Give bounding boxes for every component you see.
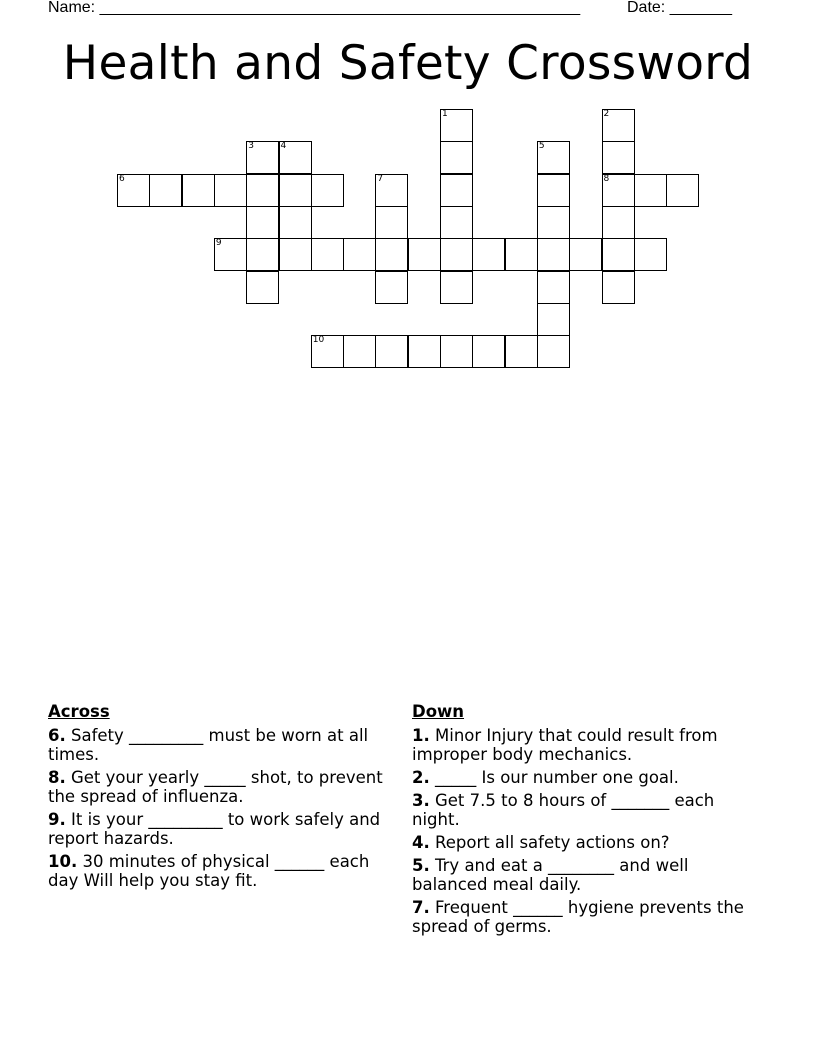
grid-cell[interactable] [375, 271, 408, 304]
crossword-grid [0, 0, 816, 400]
grid-cell[interactable] [602, 109, 635, 142]
clue-item [412, 833, 762, 852]
grid-cell[interactable] [505, 335, 538, 368]
date-field[interactable]: Date: _______ [627, 0, 732, 16]
grid-cell[interactable] [375, 335, 408, 368]
grid-cell[interactable] [343, 238, 376, 271]
grid-cell[interactable] [117, 174, 150, 207]
clue-text: Get 7.5 to 8 hours of _______ each night. [412, 791, 715, 829]
grid-cell[interactable] [602, 141, 635, 174]
grid-cell[interactable] [440, 335, 473, 368]
grid-cell[interactable] [311, 174, 344, 207]
grid-cell[interactable] [569, 238, 602, 271]
name-field[interactable]: Name: ______________________________________________________ [48, 0, 581, 16]
grid-cell[interactable] [537, 271, 570, 304]
clue-number: 6. [48, 726, 66, 745]
grid-cell[interactable] [246, 141, 279, 174]
grid-cell[interactable] [505, 238, 538, 271]
clue-item [412, 898, 762, 936]
grid-cell[interactable] [537, 141, 570, 174]
clue-number: 5. [412, 856, 430, 875]
grid-cell[interactable] [182, 174, 215, 207]
grid-cell[interactable] [279, 206, 312, 239]
clue-item [412, 791, 762, 829]
clue-item [48, 810, 398, 848]
grid-cell[interactable] [440, 109, 473, 142]
grid-cell[interactable] [246, 271, 279, 304]
clue-text: _____ Is our number one goal. [429, 768, 679, 787]
down-heading: Down [412, 702, 465, 721]
clue-number-label: 2 [603, 109, 610, 119]
clue-item [412, 768, 762, 787]
grid-cell[interactable] [311, 335, 344, 368]
clue-text: 30 minutes of physical ______ each day Will help you stay fit. [48, 852, 370, 890]
clue-item [48, 852, 398, 890]
grid-cell[interactable] [440, 206, 473, 239]
clue-number: 8. [48, 768, 66, 787]
grid-cell[interactable] [602, 206, 635, 239]
grid-cell[interactable] [634, 238, 667, 271]
grid-cell[interactable] [311, 238, 344, 271]
grid-cell[interactable] [440, 174, 473, 207]
grid-cell[interactable] [537, 238, 570, 271]
clue-text: Report all safety actions on? [429, 833, 670, 852]
page-title: Health and Safety Crossword [62, 36, 754, 91]
clue-text: Frequent ______ hygiene prevents the spread of germs. [412, 898, 744, 936]
clue-number-label: 7 [377, 173, 384, 184]
clue-text: Get your yearly _____ shot, to prevent the spread of influenza. [48, 768, 383, 806]
clue-number: 3. [412, 791, 430, 810]
clue-item [48, 768, 398, 806]
clue-number-label: 3 [248, 141, 254, 152]
grid-cell[interactable] [408, 238, 441, 271]
grid-cell[interactable] [602, 238, 635, 271]
grid-cell[interactable] [279, 174, 312, 207]
grid-cell[interactable] [537, 174, 570, 207]
grid-cell[interactable] [472, 335, 505, 368]
grid-cell[interactable] [214, 174, 247, 207]
grid-cell[interactable] [246, 174, 279, 207]
clue-text: Try and eat a ________ and well balanced meal daily. [412, 856, 689, 894]
grid-cell[interactable] [537, 303, 570, 336]
across-heading: Across [48, 702, 110, 721]
clue-text: It is your _________ to work safely and report hazards. [48, 810, 381, 848]
clue-number-label: 1 [442, 109, 448, 119]
clue-number: 7. [412, 898, 430, 917]
down-clues [412, 702, 762, 940]
grid-cell[interactable] [246, 238, 279, 271]
clue-number: 10. [48, 852, 78, 871]
clue-number: 1. [412, 726, 430, 745]
grid-cell[interactable] [246, 206, 279, 239]
grid-cell[interactable] [634, 174, 667, 207]
clue-item [48, 726, 398, 764]
clue-item [412, 856, 762, 894]
clue-number-label: 10 [312, 335, 325, 346]
grid-cell[interactable] [408, 335, 441, 368]
clue-number: 4. [412, 833, 430, 852]
clue-number: 9. [48, 810, 66, 829]
grid-cell[interactable] [472, 238, 505, 271]
grid-cell[interactable] [279, 238, 312, 271]
clue-number-label: 6 [119, 173, 125, 184]
grid-cell[interactable] [279, 141, 312, 174]
grid-cell[interactable] [537, 206, 570, 239]
grid-cell[interactable] [375, 238, 408, 271]
grid-cell[interactable] [440, 271, 473, 304]
clue-number-label: 8 [603, 173, 610, 184]
grid-cell[interactable] [214, 238, 247, 271]
clue-number-label: 4 [280, 141, 287, 152]
grid-cell[interactable] [602, 174, 635, 207]
grid-cell[interactable] [149, 174, 182, 207]
grid-cell[interactable] [537, 335, 570, 368]
grid-cell[interactable] [375, 174, 408, 207]
clue-number-label: 5 [538, 141, 545, 152]
grid-cell[interactable] [375, 206, 408, 239]
grid-cell[interactable] [343, 335, 376, 368]
clue-text: Safety _________ must be worn at all times. [48, 726, 369, 764]
grid-cell[interactable] [440, 141, 473, 174]
grid-cell[interactable] [602, 271, 635, 304]
grid-cell[interactable] [440, 238, 473, 271]
clue-number-label: 9 [215, 238, 222, 249]
clue-text: Minor Injury that could result from improper body mechanics. [412, 726, 718, 764]
clue-number: 2. [412, 768, 430, 787]
across-clues [48, 702, 398, 894]
grid-cell[interactable] [666, 174, 699, 207]
clue-item [412, 726, 762, 764]
